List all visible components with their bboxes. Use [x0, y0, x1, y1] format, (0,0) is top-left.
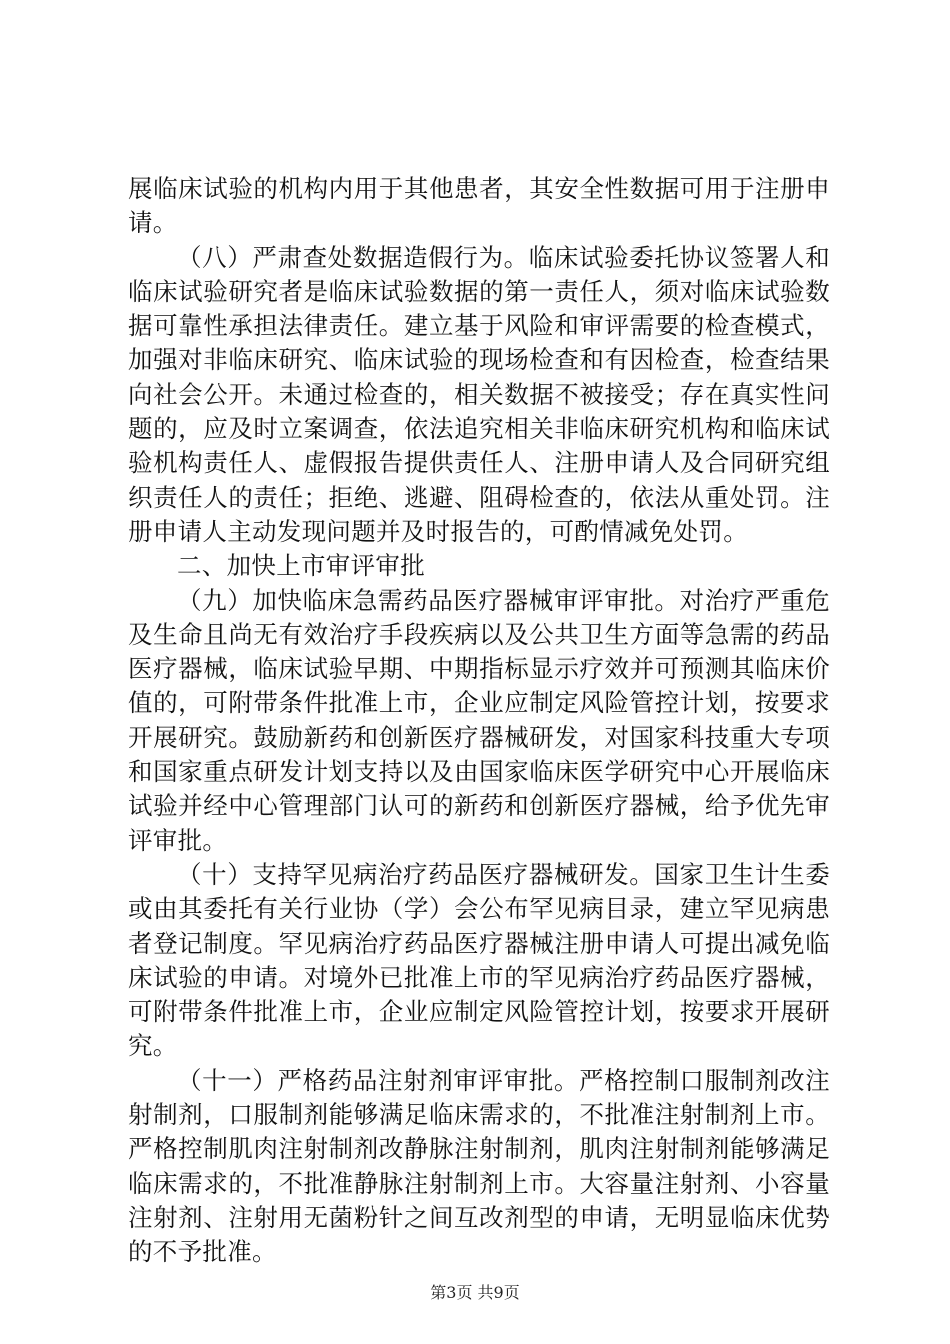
- page-number-label: 第3页 共9页: [430, 1283, 520, 1302]
- section-heading: 二、加快上市审评审批: [177, 551, 425, 581]
- page-footer: [0, 1283, 950, 1303]
- paragraph-section-10: （十）支持罕见病治疗药品医疗器械研发。国家卫生计生委或由其委托有关行业协（学）会公布罕见病目录，建立罕见病患者登记制度。罕见病治疗药品医疗器械注册申请人可提出减免临床试验的申请。对境外已批准上市的罕见病治疗药品医疗器械，可附带条件批准上市，企业应制定风险管控计划，按要求开展研究。: [128, 859, 830, 1061]
- document-body: [128, 172, 830, 1270]
- paragraph-continuation: 展临床试验的机构内用于其他患者，其安全性数据可用于注册申请。: [128, 174, 830, 238]
- paragraph-section-8: （八）严肃查处数据造假行为。临床试验委托协议签署人和临床试验研究者是临床试验数据的第一责任人，须对临床试验数据可靠性承担法律责任。建立基于风险和审评需要的检查模式，加强对非临床研究、临床试验的现场检查和有因检查，检查结果向社会公开。未通过检查的，相关数据不被接受；存在真实性问题的，应及时立案调查，依法追究相关非临床研究机构和临床试验机构责任人、虚假报告提供责任人、注册申请人及合同研究组织责任人的责任；拒绝、逃避、阻碍检查的，依法从重处罚。注册申请人主动发现问题并及时报告的，可酌情减免处罚。: [128, 242, 830, 546]
- paragraph-section-11: （十一）严格药品注射剂审评审批。严格控制口服制剂改注射制剂，口服制剂能够满足临床需求的，不批准注射制剂上市。严格控制肌肉注射制剂改静脉注射制剂，肌肉注射制剂能够满足临床需求的，不批准静脉注射制剂上市。大容量注射剂、小容量注射剂、注射用无菌粉针之间互改剂型的申请，无明显临床优势的不予批准。: [128, 1065, 830, 1267]
- paragraph-section-9: （九）加快临床急需药品医疗器械审评审批。对治疗严重危及生命且尚无有效治疗手段疾病以及公共卫生方面等急需的药品医疗器械，临床试验早期、中期指标显示疗效并可预测其临床价值的，可附带条件批准上市，企业应制定风险管控计划，按要求开展研究。鼓励新药和创新医疗器械研发，对国家科技重大专项和国家重点研发计划支持以及由国家临床医学研究中心开展临床试验并经中心管理部门认可的新药和创新医疗器械，给予优先审评审批。: [128, 585, 830, 855]
